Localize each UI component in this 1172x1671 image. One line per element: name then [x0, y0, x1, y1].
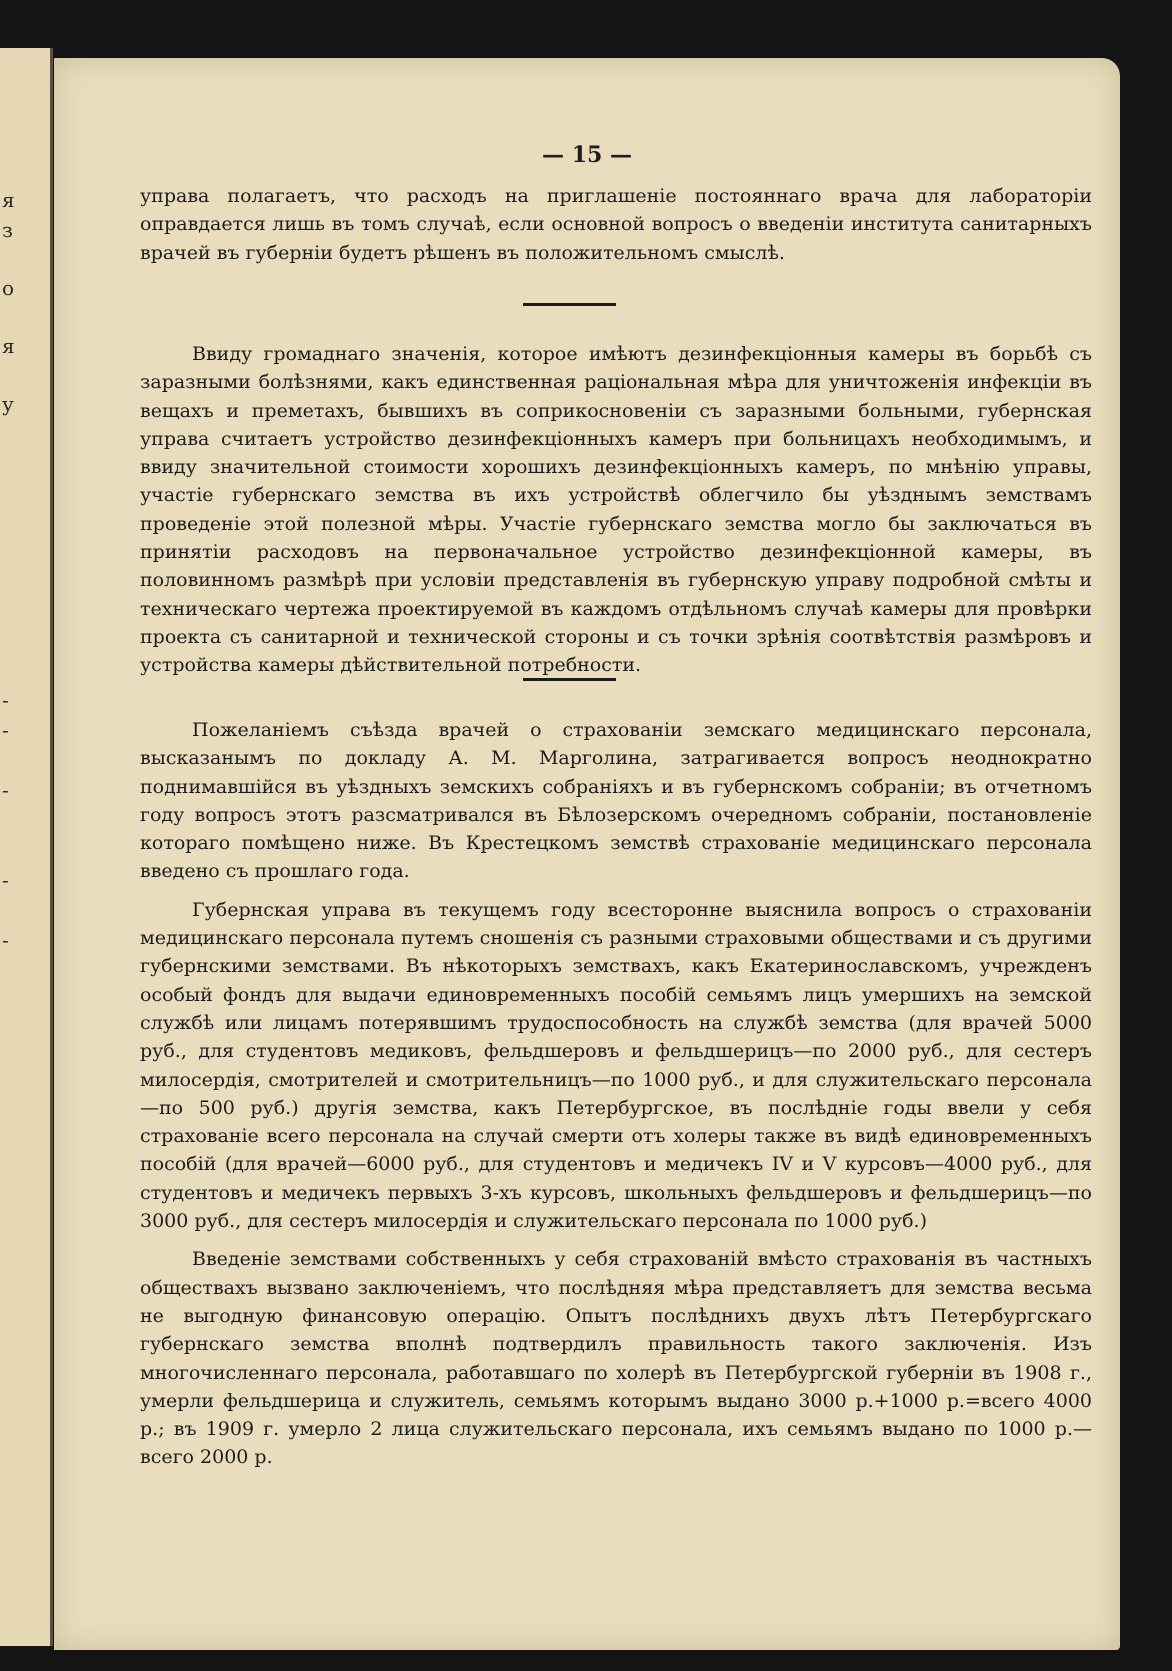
adjacent-page-edge — [0, 48, 53, 1646]
section-divider — [523, 678, 616, 681]
document-page — [54, 58, 1120, 1650]
margin-fragment: о — [2, 276, 15, 300]
margin-fragment: - — [2, 928, 9, 952]
paragraph: Губернская управа въ текущемъ году всесторонне выяснила вопросъ о страхованіи медицинскаго персонала путемъ сношенія съ разными страховыми обществами и съ другими губернскими земствами. Въ нѣкоторыхъ земствахъ, какъ Екатеринославскомъ, учрежденъ особый фондъ для выдачи единовременныхъ пособій семьямъ лицъ умершихъ на земской службѣ или лицамъ потерявшимъ трудоспособность на службѣ земства (для врачей 5000 руб., для студентовъ медиковъ, фельдшеровъ и фельдшерицъ—по 2000 руб., для сестеръ милосердія, смотрителей и смотрительницъ—по 1000 руб., и для служительскаго персонала—по 500 руб.) другія земства, какъ Петербургское, въ послѣдніе годы ввели у себя страхованіе всего персонала на случай смерти отъ холеры также въ видѣ единовременныхъ пособій (для врачей—6000 руб., для студентовъ и медичекъ IV и V курсовъ—4000 руб., для студентовъ и медичекъ первыхъ 3-хъ курсовъ, школьныхъ фельдшеровъ и фельдшерицъ—по 3000 руб., для сестеръ милосердія и служительскаго персонала по 1000 руб.) — [140, 898, 1092, 1233]
margin-fragment: з — [2, 218, 13, 242]
section-disinfection-chambers — [140, 340, 1092, 690]
section-lab-doctor — [140, 182, 1092, 277]
margin-fragment: - — [2, 718, 9, 742]
section-divider — [523, 303, 616, 306]
section-insurance — [140, 716, 1092, 1482]
margin-fragment: - — [2, 688, 9, 712]
page-number: — 15 — — [542, 142, 632, 168]
paragraph: Введеніе земствами собственныхъ у себя страхованій вмѣсто страхованія въ частныхъ обществахъ вызвано заключеніемъ, что послѣдняя мѣра представляетъ для земства весьма не выгодную финансовую операцію. Опытъ послѣднихъ двухъ лѣтъ Петербургскаго губернскаго земства вполнѣ подтвердилъ правильность такого заключенія. Изъ многочисленнаго персонала, работавшаго по холерѣ въ Петербургской губерніи въ 1908 г., умерли фельдшерица и служитель, семьямъ которымъ выдано 3000 р.+1000 р.=всего 4000 р.; въ 1909 г. умерло 2 лица служительскаго персонала, ихъ семьямъ выдано по 1000 р.—всего 2000 р. — [140, 1248, 1092, 1469]
margin-fragment: у — [2, 392, 14, 416]
margin-fragment: - — [2, 778, 9, 802]
paragraph: Пожеланіемъ съѣзда врачей о страхованіи земскаго медицинскаго персонала, высказанымъ по докладу А. М. Марголина, затрагивается вопросъ неоднократно поднимавшійся въ уѣздныхъ земскихъ собраніяхъ и въ губернскомъ собраніи; въ отчетномъ году вопросъ этотъ разсматривался въ Бѣлозерскомъ очередномъ собраніи, постановленіе котораго помѣщено ниже. Въ Крестецкомъ земствѣ страхованіе медицинскаго персонала введено съ прошлаго года. — [140, 719, 1092, 883]
paragraph: управа полагаетъ, что расходъ на приглашеніе постояннаго врача для лабораторіи оправдается лишь въ томъ случаѣ, если основной вопросъ о введеніи института санитарныхъ врачей въ губерніи будетъ рѣшенъ въ положительномъ смыслѣ. — [140, 185, 1092, 264]
margin-fragment: я — [2, 188, 15, 212]
margin-fragment: - — [2, 868, 9, 892]
paragraph: Ввиду громаднаго значенія, которое имѣютъ дезинфекціонныя камеры въ борьбѣ съ заразными болѣзнями, какъ единственная раціональная мѣра для уничтоженія инфекціи въ вещахъ и преметахъ, бывшихъ въ соприкосновеніи съ заразными больными, губернская управа считаетъ устройство дезинфекціонныхъ камеръ при больницахъ необходимымъ, и ввиду значительной стоимости хорошихъ дезинфекціонныхъ камеръ, по мнѣнію управы, участіе губернскаго земства въ ихъ устройствѣ облегчило бы уѣзднымъ земствамъ проведеніе этой полезной мѣры. Участіе губернскаго земства могло бы заключаться въ принятіи расходовъ на первоначальное устройство дезинфекціонной камеры, въ половинномъ размѣрѣ при условіи представленія въ губернскую управу подробной смѣты и техническаго чертежа проектируемой въ каждомъ отдѣльномъ случаѣ камеры для провѣрки проекта съ санитарной и технической стороны и съ точки зрѣнія соотвѣтствія размѣровъ и устройства камеры дѣйствительной потребности. — [140, 343, 1092, 677]
margin-fragment: я — [2, 334, 15, 358]
